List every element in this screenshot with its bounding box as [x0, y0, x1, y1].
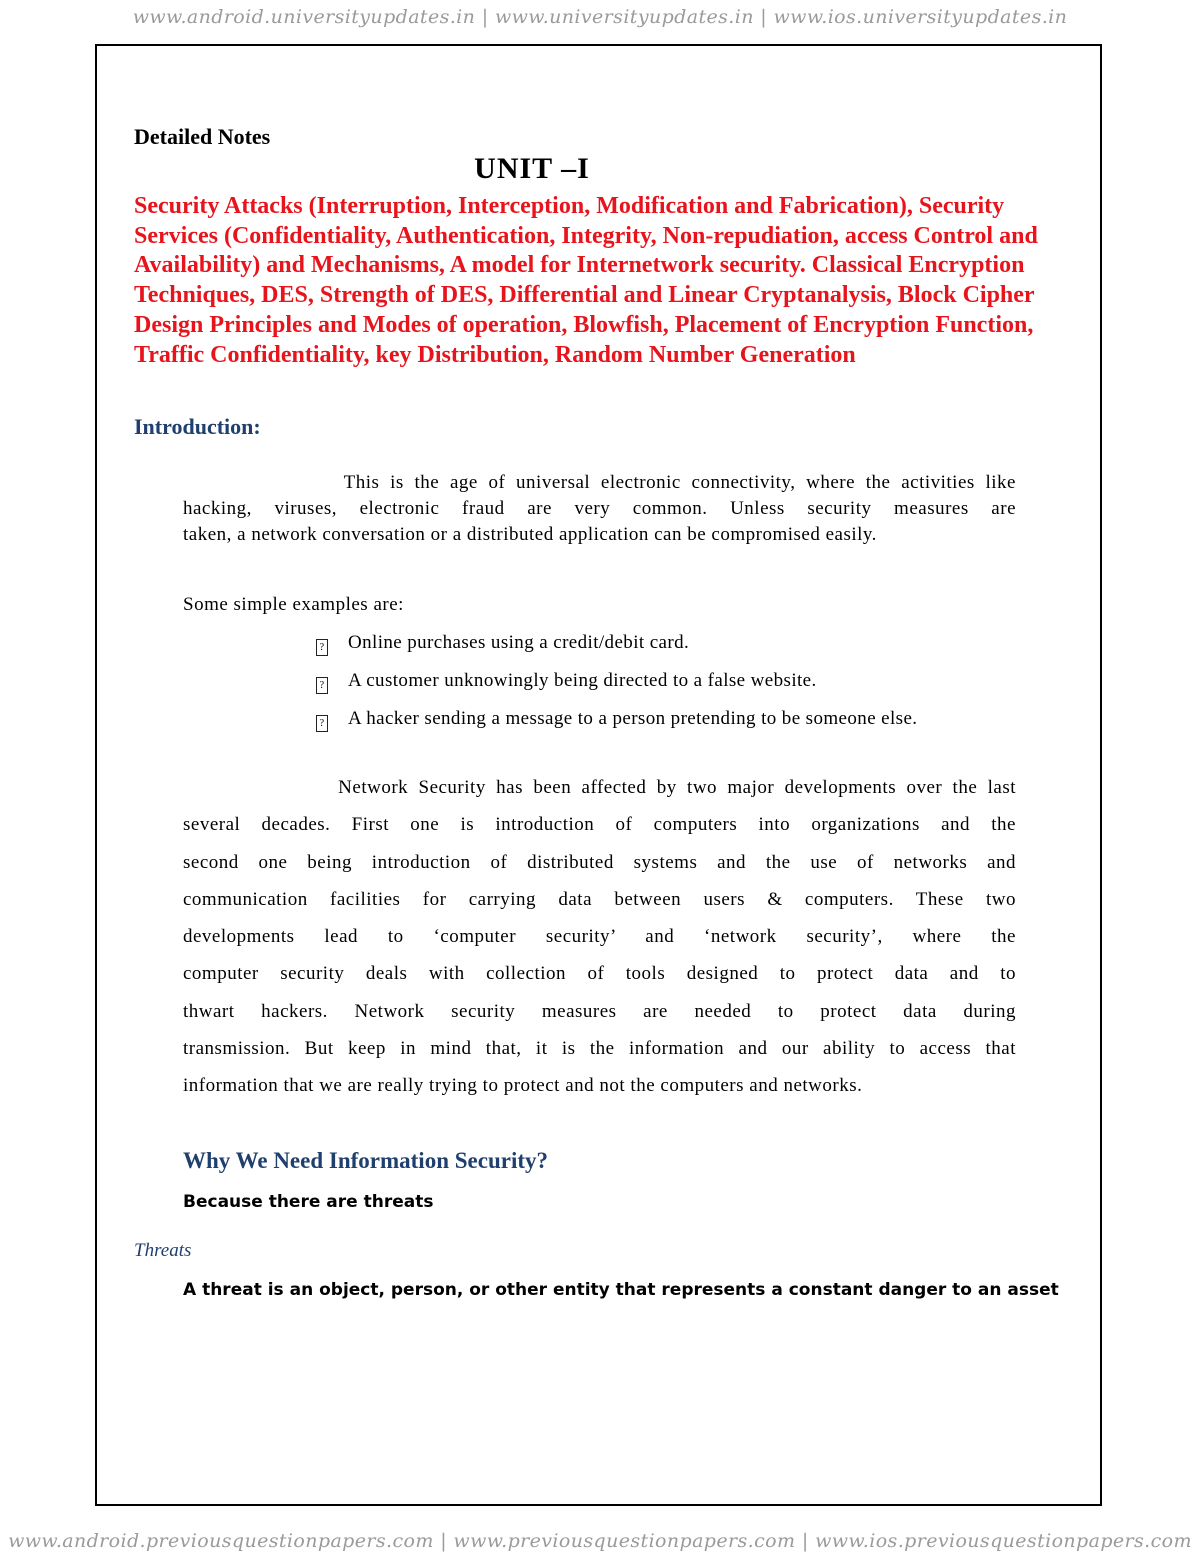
- introduction-heading: Introduction:: [134, 414, 261, 439]
- bullet-icon: ?: [316, 677, 328, 694]
- syllabus-line: Traffic Confidentiality, key Distribution, Random Number Generation: [134, 341, 856, 368]
- network-security-paragraph: [183, 769, 1016, 1105]
- paragraph-line: communication facilities for carrying data between users & computers. These two: [183, 888, 1016, 910]
- footer-watermark: www.android.previousquestionpapers.com | www.previousquestionpapers.com | www.ios.previousquestionpapers.com: [8, 1530, 1192, 1552]
- list-item: [316, 630, 917, 668]
- syllabus-line: Design Principles and Modes of operation, Blowfish, Placement of Encryption Function,: [134, 311, 1034, 338]
- because-text: Because there are threats: [183, 1192, 434, 1212]
- list-item-text: Online purchases using a credit/debit card.: [348, 632, 690, 653]
- paragraph-line: several decades. First one is introduction of computers into organizations and the: [183, 814, 1016, 836]
- paragraph-line: computer security deals with collection of tools designed to protect data and to: [183, 963, 1016, 985]
- list-item-text: A customer unknowingly being directed to a false website.: [348, 670, 817, 691]
- header-watermark: www.android.universityupdates.in | www.universityupdates.in | www.ios.universityupdates.in: [132, 6, 1068, 28]
- bullet-icon: ?: [316, 639, 328, 656]
- examples-intro: Some simple examples are:: [183, 594, 404, 615]
- paragraph-line: hacking, viruses, electronic fraud are very common. Unless security measures are: [183, 498, 1016, 519]
- threat-definition: A threat is an object, person, or other entity that represents a constant danger to an asset: [183, 1280, 1059, 1300]
- syllabus-line: Techniques, DES, Strength of DES, Differential and Linear Cryptanalysis, Block Cipher: [134, 282, 1035, 309]
- list-item: [316, 668, 917, 706]
- document-label: Detailed Notes: [134, 124, 271, 149]
- why-security-heading: Why We Need Information Security?: [183, 1148, 549, 1173]
- syllabus-line: Services (Confidentiality, Authentication, Integrity, Non-repudiation, access Control and: [134, 222, 1038, 249]
- examples-list: [316, 630, 917, 744]
- syllabus-line: Availability) and Mechanisms, A model for Internetwork security. Classical Encryption: [134, 252, 1025, 279]
- bullet-icon: ?: [316, 715, 328, 732]
- paragraph-line: developments lead to ‘computer security’ and ‘network security’, where the: [183, 926, 1016, 948]
- paragraph-line: information that we are really trying to protect and not the computers and networks.: [183, 1075, 863, 1097]
- list-item-text: A hacker sending a message to a person pretending to be someone else.: [348, 708, 918, 729]
- paragraph-line: transmission. But keep in mind that, it is the information and our ability to access that: [183, 1038, 1016, 1060]
- unit-title: UNIT –I: [474, 152, 590, 185]
- threats-heading: Threats: [134, 1240, 192, 1261]
- syllabus-line: Security Attacks (Interruption, Interception, Modification and Fabrication), Security: [134, 193, 1005, 219]
- paragraph-line: Network Security has been affected by two major developments over the last: [183, 777, 1016, 798]
- introduction-paragraph: [183, 470, 1016, 548]
- paragraph-line: taken, a network conversation or a distributed application can be compromised easily.: [183, 524, 877, 545]
- paragraph-line: second one being introduction of distributed systems and the use of networks and: [183, 851, 1016, 873]
- paragraph-line: This is the age of universal electronic connectivity, where the activities like: [183, 472, 1016, 493]
- syllabus-block: [134, 192, 1064, 370]
- paragraph-line: thwart hackers. Network security measures are needed to protect data during: [183, 1000, 1016, 1022]
- list-item: [316, 706, 917, 744]
